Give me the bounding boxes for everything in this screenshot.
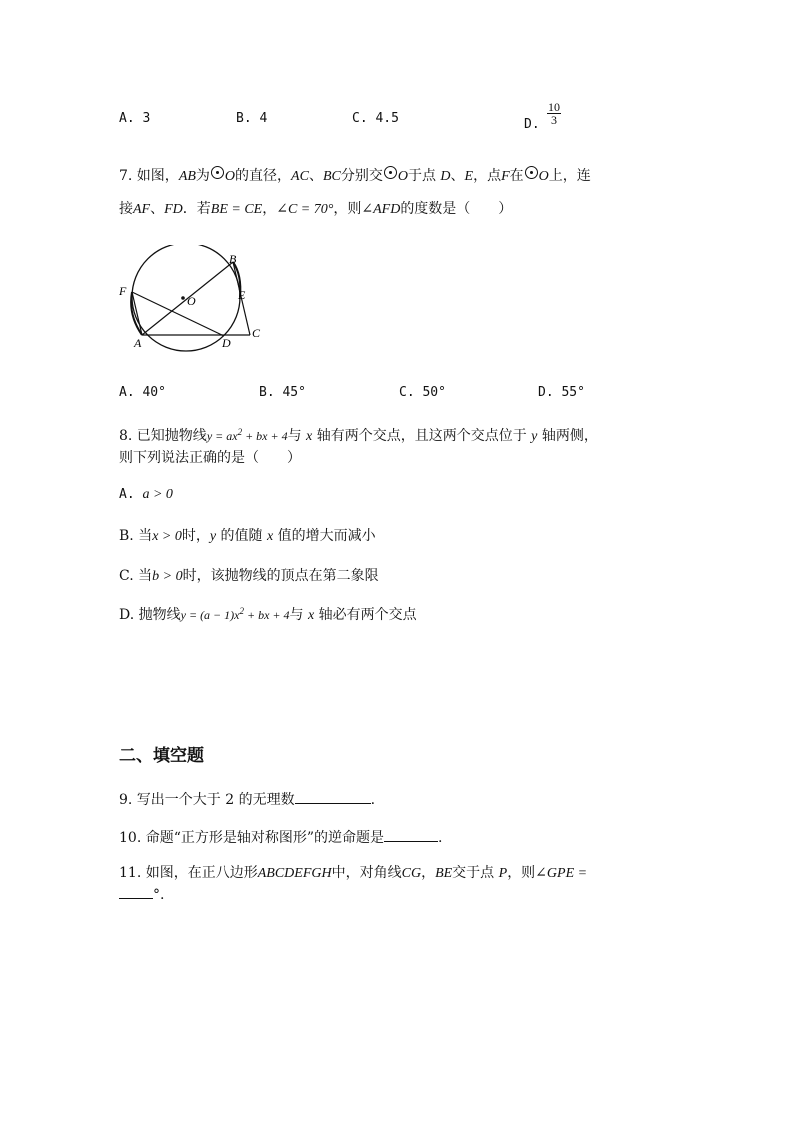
- q8-option-d: D. 抛物线$y = (a - 1)x^2$ + bx + 4与 x 轴必有两个交点: [119, 606, 417, 623]
- q9: 9. 写出一个大于 2 的无理数 .: [119, 792, 376, 808]
- circle-symbol-icon: [211, 166, 224, 179]
- circle-symbol-icon: [384, 166, 397, 179]
- answer-blank[interactable]: [119, 886, 153, 899]
- q8-option-b: B. 当x > 0时，y 的值随 x 值的增大而减小: [119, 528, 376, 544]
- label-c: C: [252, 326, 261, 340]
- q8-line-1: 8. 已知抛物线$y = ax^2$ + bx + 4与 x 轴有两个交点，且这两个交点位于 y 轴两侧，: [119, 427, 598, 444]
- q6-option-b: B. 4: [236, 111, 268, 126]
- q8-option-c: C. 当b > 0时，该抛物线的顶点在第二象限: [119, 568, 379, 584]
- answer-blank[interactable]: [384, 829, 438, 842]
- q8-option-a: A. a > 0: [119, 487, 173, 502]
- q7-circle-figure: [110, 245, 270, 355]
- q6-option-d-prefix: D.: [524, 117, 540, 132]
- label-a: A: [134, 336, 142, 350]
- q11-line-1: 11. 如图，在正八边形ABCDEFGH中，对角线CG，BE交于点 P，则∠GPE =: [119, 865, 588, 881]
- q6-option-d-fraction: [547, 101, 561, 126]
- label-e: E: [238, 288, 246, 302]
- q7-line-2: 接AF、FD．若BE = CE，∠C = 70°，则∠AFD的度数是（ ）: [119, 201, 513, 217]
- q6-option-c: C. 4.5: [352, 111, 399, 126]
- q10: 10. 命题“正方形是轴对称图形”的逆命题是 .: [119, 830, 443, 846]
- label-o: O: [187, 294, 196, 308]
- q7-option-d: D. 55°: [538, 385, 585, 400]
- circle-symbol-icon: [525, 166, 538, 179]
- answer-blank[interactable]: [295, 791, 371, 804]
- section-heading-fill-in: 二、填空题: [119, 746, 204, 766]
- q7-option-c: C. 50°: [399, 385, 446, 400]
- label-b: B: [229, 252, 237, 266]
- q7-line-1: 7. 如图，AB为 O的直径，AC、BC分别交 O于点 D、E，点F在 O上，连: [119, 168, 591, 184]
- q6-option-a: A. 3: [119, 111, 151, 126]
- center-point-o: [181, 296, 185, 300]
- q7-option-a: A. 40°: [119, 385, 166, 400]
- fraction-denominator: 3: [551, 113, 557, 127]
- q8-line-2: 则下列说法正确的是（ ）: [119, 450, 301, 466]
- segment-fd: [132, 292, 224, 336]
- q11-line-2: °.: [119, 886, 164, 903]
- label-f: F: [119, 284, 127, 298]
- q7-option-b: B. 45°: [259, 385, 306, 400]
- label-d: D: [222, 336, 231, 350]
- fraction-numerator: 10: [548, 100, 560, 114]
